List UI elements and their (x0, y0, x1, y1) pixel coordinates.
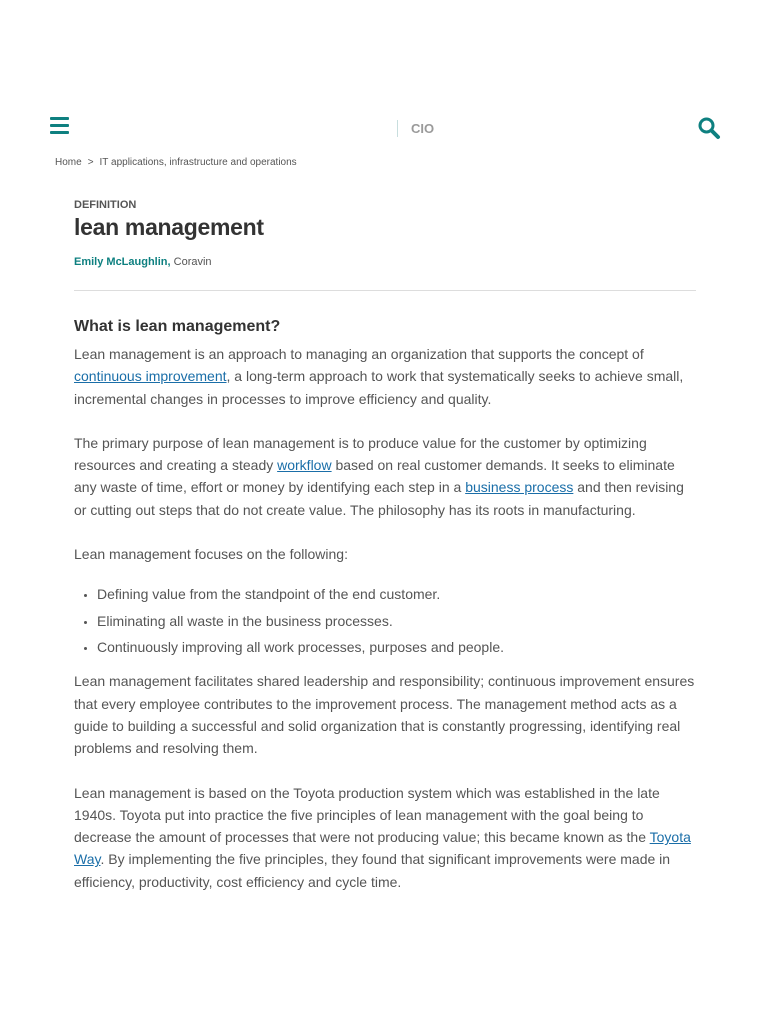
hamburger-menu-icon[interactable] (50, 117, 70, 135)
breadcrumb (55, 157, 297, 169)
paragraph-3: Lean management focuses on the following: (74, 546, 348, 563)
paragraph-text: , a long-term approach to work that systematically seeks to achieve small, incremental changes in processes to improve efficiency and quality. (74, 368, 684, 407)
article-kicker: DEFINITION (74, 199, 137, 211)
article (74, 199, 696, 893)
list-item: • Eliminating all waste in the business processes. (97, 611, 696, 631)
toyota-way-link[interactable]: Toyota Way (74, 829, 691, 868)
divider (74, 290, 696, 291)
paragraph-4: Lean management facilitates shared leadership and responsibility; continuous improvement ensures that every employee contributes to the improvement process. The management method acts as a guide to building a successful and solid organization that is constantly progressing, identifying real problems and resolving them. (74, 673, 695, 757)
paragraph-text: Lean management is based on the Toyota production system which was established in the late 1940s. Toyota put into practice the five principles of lean management with the goal being to decrease the amount of processes that were not producing value; this became known as the (74, 784, 660, 846)
author-link[interactable]: Emily McLaughlin, (74, 256, 171, 268)
paragraph-text: . By implementing the five principles, they found that significant improvements were made in efficiency, productivity, cost efficiency and cycle time. (74, 851, 671, 890)
section-heading: What is lean management? (74, 318, 281, 335)
page-title: lean management (74, 214, 264, 240)
breadcrumb-separator: > (87, 157, 94, 168)
paragraph-text: and then revising or cutting out steps that do not create value. The philosophy has its roots in manufacturing. (74, 479, 684, 518)
paragraph-1 (74, 343, 696, 410)
site-section-label[interactable]: CIO (397, 120, 434, 137)
workflow-link[interactable]: workflow (277, 457, 332, 474)
list-item: • Defining value from the standpoint of the end customer. (97, 584, 696, 604)
paragraph-text: The primary purpose of lean management is to produce value for the customer by optimizing resources and creating a steady (74, 434, 647, 474)
search-icon[interactable] (697, 116, 721, 140)
paragraph-text: based on real customer demands. It seeks to eliminate any waste of time, effort or money by identifying each step in a (74, 457, 675, 496)
site-header (0, 108, 768, 148)
continuous-improvement-link[interactable]: continuous improvement (74, 368, 227, 385)
focus-list (74, 584, 696, 657)
paragraph-2 (74, 432, 696, 521)
list-item: • Continuously improving all work processes, purposes and people. (97, 637, 696, 657)
business-process-link[interactable]: business process (465, 479, 574, 496)
paragraph-5 (74, 782, 696, 893)
byline (74, 255, 696, 269)
author-affiliation: Coravin (170, 256, 212, 268)
breadcrumb-section-link[interactable]: IT applications, infrastructure and operations (99, 157, 297, 168)
paragraph-text: Lean management is an approach to managing an organization that supports the concept of (74, 346, 644, 362)
breadcrumb-home-link[interactable]: Home (55, 157, 82, 168)
